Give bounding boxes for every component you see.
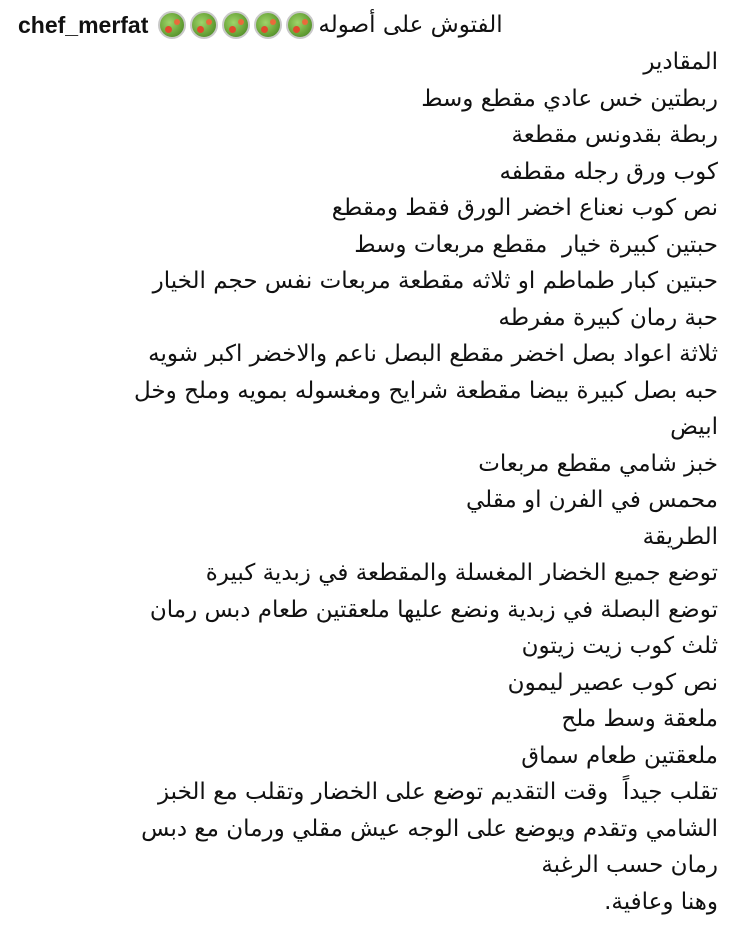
method-line: ثلث كوب زيت زيتون (521, 633, 718, 659)
username-link[interactable]: chef_merfat (18, 11, 149, 38)
ingredient-line: نص كوب نعناع اخضر الورق فقط ومقطع (331, 195, 718, 221)
ingredient-line: محمس في الفرن او مقلي (465, 487, 718, 513)
closing-line: وهنا وعافية. (604, 888, 718, 915)
method-line: توضع جميع الخضار المغسلة والمقطعة في زبدية كبيرة (205, 560, 718, 586)
ingredient-line: حبتين كبار طماطم او ثلاثه مقطعة مربعات نفس حجم الخيار (152, 268, 718, 294)
salad-icon (158, 11, 186, 39)
method-line: توضع البصلة في زبدية ونضع عليها ملعقتين طعام دبس رمان (149, 596, 718, 623)
salad-icon (190, 11, 218, 39)
method-line: ملعقة وسط ملح (561, 706, 718, 732)
section-heading-ingredients: المقادير (643, 49, 718, 75)
method-line: نص كوب عصير ليمون (507, 669, 718, 696)
salad-icon (286, 11, 314, 39)
ingredient-line: ثلاثة اعواد بصل اخضر مقطع البصل ناعم والاخضر اكبر شويه (148, 341, 718, 367)
post-caption (18, 6, 718, 920)
recipe-title: الفتوش على أصوله (318, 12, 503, 38)
salad-icon (254, 11, 282, 39)
method-line: رمان حسب الرغبة (541, 852, 718, 878)
ingredient-line: حبتين كبيرة خيار مقطع مربعات وسط (354, 231, 718, 258)
ingredient-line: كوب ورق رجله مقطفه (499, 158, 718, 185)
ingredient-line: ربطة بقدونس مقطعة (511, 122, 718, 148)
ingredient-line: حبة رمان كبيرة مفرطه (498, 304, 718, 331)
ingredient-line: خبز شامي مقطع مربعات (478, 450, 718, 477)
caption-header (18, 6, 718, 44)
section-heading-method: الطريقة (642, 523, 718, 550)
salad-icon (222, 11, 250, 39)
method-line: تقلب جيداً وقت التقديم توضع على الخضار وتقلب مع الخبز (157, 779, 718, 805)
ingredient-line: ربطتين خس عادي مقطع وسط (421, 85, 718, 112)
ingredient-line: حبه بصل كبيرة بيضا مقطعة شرايح ومغسوله بمويه وملح وخل (134, 377, 718, 404)
method-line: الشامي وتقدم ويوضع على الوجه عيش مقلي ورمان مع دبس (141, 815, 718, 842)
method-line: ملعقتين طعام سماق (521, 742, 718, 769)
ingredient-line: ابيض (670, 414, 718, 440)
